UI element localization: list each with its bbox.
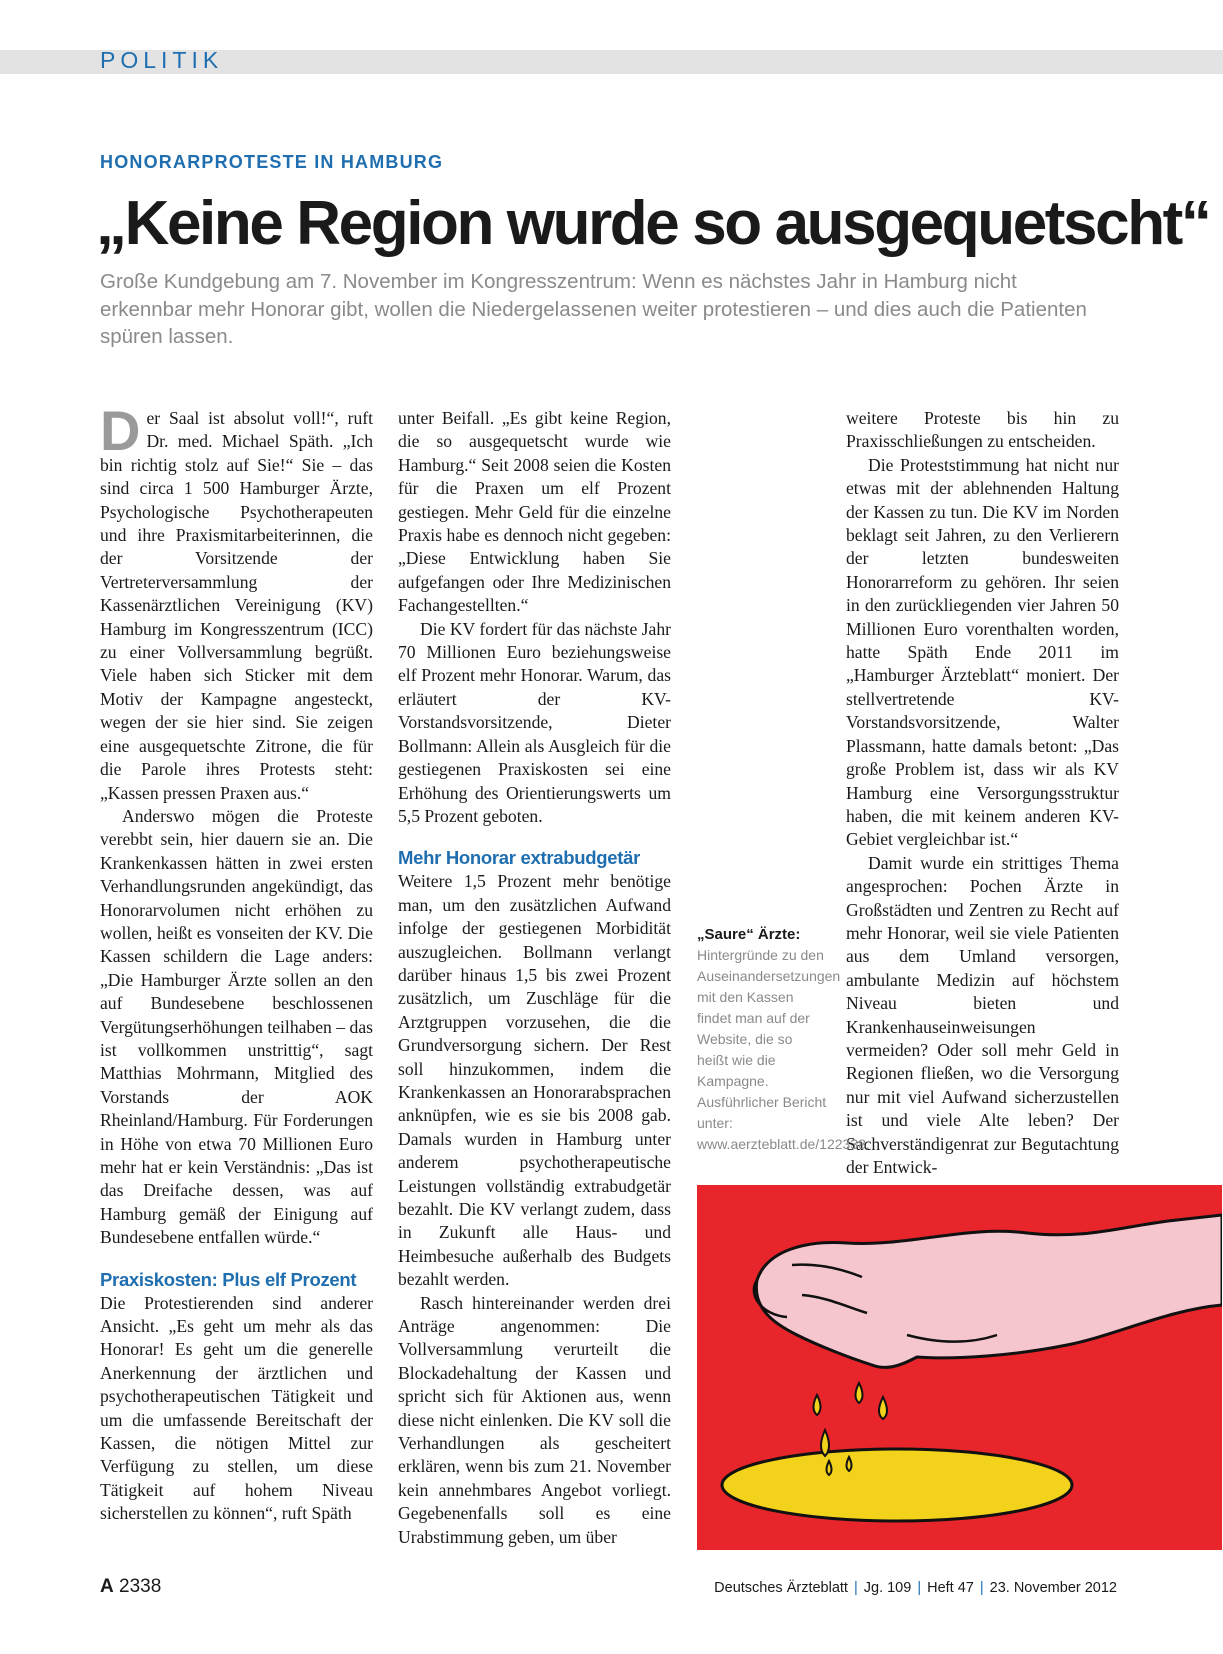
juice-drop [856,1383,863,1403]
image-caption [697,924,870,1155]
article-kicker: HONORARPROTESTE IN HAMBURG [100,152,444,172]
paragraph: Die Protestierenden sind anderer Ansicht. „Es geht um mehr als das Honorar! Es geht um die generelle Anerkennung der ärztlichen und psychotherapeutischen Tätigkeit und um die umfassende Bereitschaft der Kassen, die nötigen Mittel zur Verfügung zu stellen, um diese Tätigkeit auf hohem Niveau sicherstellen zu können“, ruft Späth [100,1292,373,1524]
juice-drop [827,1461,832,1475]
page-number-value: 2338 [119,1576,162,1597]
paragraph [100,399,373,805]
text-column-1 [100,399,373,1526]
page-number [100,1576,161,1598]
journal-date: 23. November 2012 [989,1580,1117,1596]
paragraph: Weitere 1,5 Prozent mehr benötige man, um den zusätzlichen Aufwand infolge der gestiegenen Morbidität auszugleichen. Bollmann verlangt darüber hinaus 1,5 bis zwei Prozent zusätzlich, um Zuschläge für die Arztgruppen vorzusehen, die die Grundversorgung sichern. Der Rest soll hinzukommen, indem die Krankenkassen an Honorarabsprachen anknüpfen, wie es sie bis 2008 gab. Damals wurden in Hamburg unter anderem psychotherapeutische Leistungen vollständig extrabudgetär bezahlt. Die KV verlangt zudem, dass in Zukunft alle Haus- und Heimbesuche außerhalb des Budgets bezahlt werden. [398,871,671,1290]
footer-separator: | [917,1580,922,1596]
journal-issue: Heft 47 [927,1580,974,1596]
paragraph: unter Beifall. „Es gibt keine Region, die so ausgequetscht wurde wie Hamburg.“ Seit 2008 seien die Kosten für die Praxen um elf Prozent gestiegen. Mehr Geld für die einzelne Praxis habe es dennoch nicht gegeben: „Diese Entwicklung haben Sie aufgefangen oder Ihre Medizinischen Fachangestellten.“ [398,408,671,616]
footer-separator: | [979,1580,984,1596]
juice-drop [847,1457,852,1471]
journal-name: Deutsches Ärzteblatt [714,1580,848,1596]
subheading: Mehr Honorar extrabudgetär [398,847,640,869]
footer-separator: | [853,1580,858,1596]
article-lead: Große Kundgebung am 7. November im Kongresszentrum: Wenn es nächstes Jahr in Hamburg nicht erkennbar mehr Honorar gibt, wollen die Niedergelassenen weiter protestieren – und dies auch die Patienten spüren lassen. [100,270,1087,348]
caption-text: Hintergründe zu den Auseinandersetzungen mit den Kassen findet man auf der Website, die so heißt wie die Kampagne. Ausführlicher Bericht unter: www.aerzteblatt.de/122338. [697,947,870,1152]
article-headline: „Keine Region wurde so ausgequetscht“ [96,189,1210,258]
juice-puddle [722,1449,1072,1521]
juice-drop [821,1430,829,1456]
dropcap: D [100,399,141,462]
subheading: Praxiskosten: Plus elf Prozent [100,1268,357,1290]
campaign-illustration [697,1185,1222,1550]
paragraph: Die KV fordert für das nächste Jahr 70 Millionen Euro beziehungsweise elf Prozent mehr Honorar. Warum, das erläutert der KV-Vorstandsvorsitzende, Dieter Bollmann: Allein als Ausgleich für die gestiegenen Praxiskosten sei eine Erhöhung des Orientierungswerts um 5,5 Prozent geboten. [398,618,671,826]
journal-volume: Jg. 109 [863,1580,912,1596]
hand [756,1215,1222,1367]
hand-squeezing-lemon-icon [697,1185,1222,1550]
text-column-2 [398,407,671,1549]
section-label: POLITIK [100,47,224,73]
juice-drop [879,1397,887,1419]
paragraph: Rasch hintereinander werden drei Anträge angenommen: Die Vollversammlung verurteilt die Blockadehaltung der Kassen und spricht sich für Aktionen aus, wenn diese nicht einlenken. Die KV soll die Verhandlungen als gescheitert erklären, wenn bis zum 21. November kein annehmbares Angebot vorliegt. Gegebenenfalls soll es eine Urabstimmung geben, um über [398,1292,671,1547]
journal-footer [714,1580,1117,1596]
paragraph: Anderswo mögen die Proteste verebbt sein, hier dauern sie an. Die Krankenkassen hätten in zwei ersten Verhandlungsrunden angekündigt, das Honorarvolumen nicht erhöhen zu wollen, heißt es vonseiten der KV. Die Kassen schildern die Lage anders: „Die Hamburger Ärzte sollen an den auf Bundesebene beschlossenen Vergütungserhöhungen teilhaben – das ist vollkommen unstrittig“, sagt Matthias Mohrmann, Mitglied des Vorstands der AOK Rheinland/Hamburg. Für Forderungen in Höhe von etwa 70 Millionen Euro mehr hat er kein Verständnis: „Das ist das Dreifache dessen, was auf Hamburg gemäß der Einigung auf Bundesebene entfallen würde.“ [100,805,373,1248]
paragraph: Die Proteststimmung hat nicht nur etwas mit der ablehnenden Haltung der Kassen zu tun. Die KV im Norden beklagt seit Jahren, zu den Verlierern der letzten bundesweiten Honorarreform zu gehören. Ihr seien in den zurückliegenden vier Jahren 50 Millionen Euro vorenthalten worden, hatte Späth Ende 2011 im „Hamburger Ärzteblatt“ moniert. Der stellvertretende KV-Vorstandsvorsitzende, Walter Plassmann, hatte damals betont: „Das große Problem ist, dass wir als KV Hamburg eine Versorgungsstruktur haben, die mit keinem anderen KV-Gebiet vergleichbar ist.“ [846,454,1119,850]
paragraph: weitere Proteste bis hin zu Praxisschließungen zu entscheiden. [846,408,1119,452]
caption-title: „Saure“ Ärzte: [697,926,801,943]
page-prefix: A [100,1576,114,1597]
juice-drop [814,1395,821,1415]
text-column-3 [846,407,1119,1179]
paragraph-text: er Saal ist absolut voll!“, ruft Dr. med. Michael Späth. „Ich bin richtig stolz auf Sie!“ Sie – das sind circa 1 500 Hamburger Ärzte, Psychologische Psychotherapeuten und ihre Praxismitarbeiterinnen, die der Vorsitzende der Vertreterversammlung der Kassenärztlichen Vereinigung (KV) Hamburg im Kongresszentrum (ICC) zu einer Vollversammlung begrüßt. Viele haben sich Sticker mit dem Motiv der Kampagne angesteckt, wegen der sie hier sind. Sie zeigen eine ausgequetschte Zitrone, die für die Parole ihres Protests steht: „Kassen pressen Praxen aus.“ [100,408,373,803]
paragraph: Damit wurde ein strittiges Thema angesprochen: Pochen Ärzte in Großstädten und Zentren zu Recht auf mehr Honorar, weil sie viele Patienten aus dem Umland versorgen, ambulante Medizin auf höchstem Niveau bieten und Krankenhauseinweisungen vermeiden? Oder soll mehr Geld in Regionen fließen, wo die Versorgung nur mit viel Aufwand sicherzustellen ist und viele Alte leben? Der Sachverständigenrat zur Begutachtung der Entwick- [846,852,1119,1177]
